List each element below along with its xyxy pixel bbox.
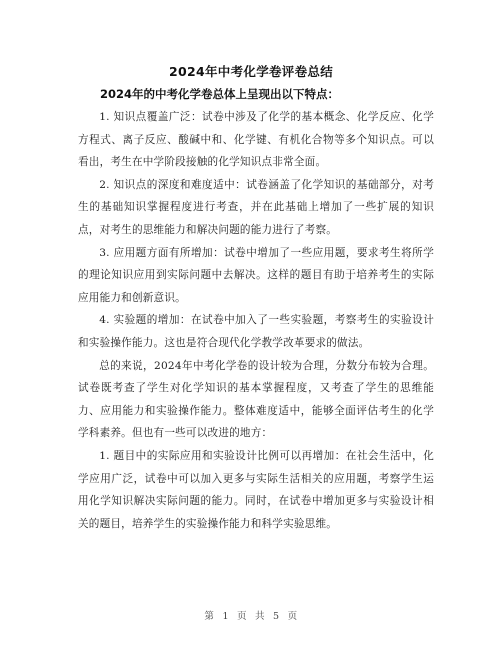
- footer-current-page: 1: [222, 611, 229, 622]
- footer-total-unit: 页: [287, 611, 298, 622]
- footer-total-label: 共: [255, 611, 266, 622]
- footer-total-pages: 5: [273, 611, 280, 622]
- page-footer: [0, 608, 502, 622]
- footer-page-label: 第: [204, 611, 215, 622]
- footer-page-unit: 页: [236, 611, 247, 622]
- paragraph-application-questions: 3. 应用题方面有所增加：试卷中增加了一些应用题，要求考生将所学的理论知识应用到实际问题中去解决。这样的题目有助于培养考生的实际应用能力和创新意识。: [78, 246, 434, 304]
- document-body: [78, 106, 434, 535]
- paragraph-overall-summary: 总的来说，2024年中考化学卷的设计较为合理，分数分布较为合理。试卷既考查了学生对化学知识的基本掌握程度，又考查了学生的思维能力、应用能力和实验操作能力。整体难度适中，能够全面评估考生的化学学科素养。但也有一些可以改进的地方：: [78, 359, 434, 440]
- document-title: 2024年中考化学卷评卷总结: [169, 64, 333, 79]
- paragraph-improvement-suggestion: 1. 题目中的实际应用和实验设计比例可以再增加：在社会生活中，化学应用广泛，试卷中可以加入更多与实际生活相关的应用题，考察学生运用化学知识解决实际问题的能力。同时，在试卷中增加更多与实验设计相关的题目，培养学生的实验操作能力和科学实验思维。: [78, 449, 434, 530]
- paragraph-knowledge-coverage: 1. 知识点覆盖广泛：试卷中涉及了化学的基本概念、化学反应、化学方程式、离子反应、酸碱中和、化学键、有机化合物等多个知识点。可以看出，考生在中学阶段接触的化学知识点非常全面。: [78, 111, 434, 169]
- paragraph-experiment-questions: 4. 实验题的增加：在试卷中加入了一些实验题，考察考生的实验设计和实验操作能力。这也是符合现代化学教学改革要求的做法。: [78, 314, 434, 349]
- paragraph-depth-difficulty: 2. 知识点的深度和难度适中：试卷涵盖了化学知识的基础部分，对考生的基础知识掌握程度进行考查，并在此基础上增加了一些扩展的知识点，对考生的思维能力和解决问题的能力进行了考察。: [78, 178, 434, 236]
- document-subtitle: 2024年的中考化学卷总体上呈现出以下特点：: [100, 87, 340, 101]
